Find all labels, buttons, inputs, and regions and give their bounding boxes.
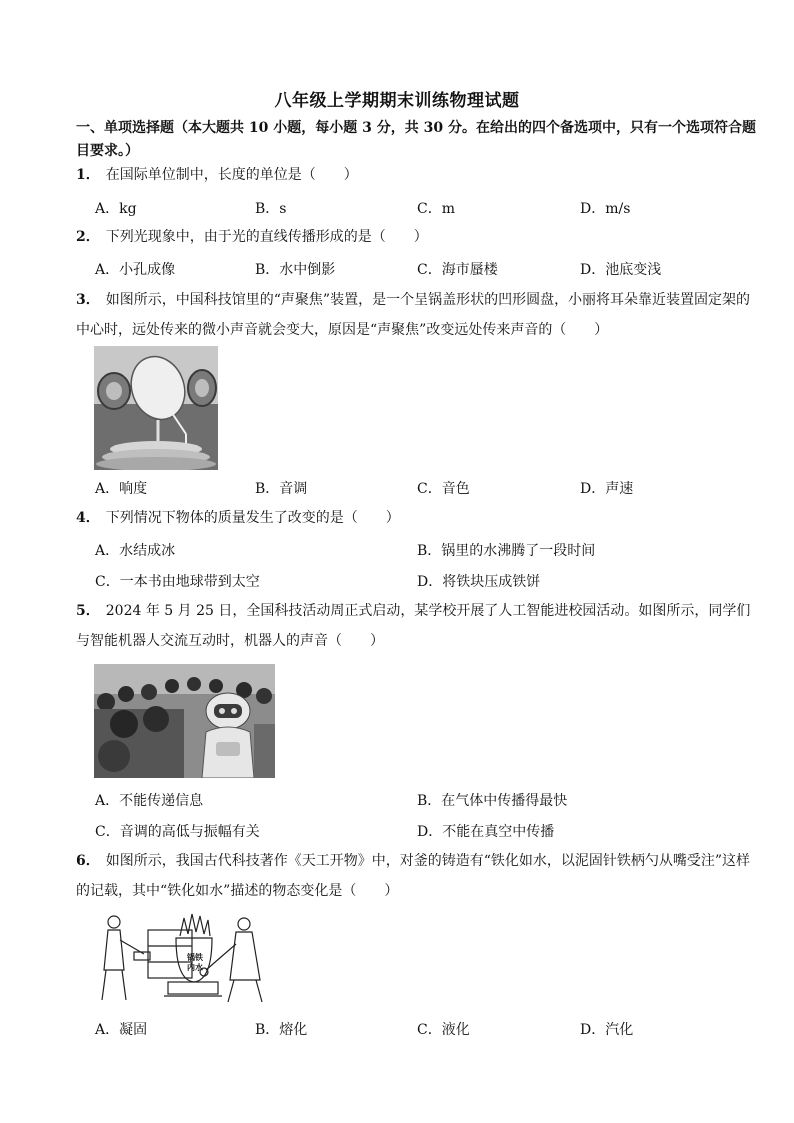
- question-number: 6．: [76, 853, 100, 869]
- question-2-options: [95, 259, 755, 283]
- figure-label: 锅铁: [187, 953, 203, 962]
- option-b: B．熔化: [255, 1022, 308, 1038]
- option-d: D．不能在真空中传播: [417, 824, 555, 840]
- page-title: 八年级上学期期末训练物理试题: [274, 91, 520, 111]
- question-number: 2．: [76, 229, 100, 245]
- question-2: [76, 222, 756, 252]
- sound-focus-photo: [94, 346, 218, 470]
- question-6-options: [95, 1019, 755, 1043]
- question-text: 2024 年 5 月 25 日，全国科技活动周正式启动，某学校开展了人工智能进校园活动。如图所示，同学们与智能机器人交流互动时，机器人的声音（ ）: [76, 603, 751, 649]
- question-text: 如图所示，我国古代科技著作《天工开物》中，对釜的铸造有“铁化如水，以泥固针铁柄勺从嘴受注”这样的记载，其中“铁化如水”描述的物态变化是（ ）: [76, 853, 751, 899]
- question-text: 如图所示，中国科技馆里的“声聚焦”装置，是一个呈锅盖形状的凹形圆盘，小丽将耳朵靠近装置固定架的中心时，远处传来的微小声音就会变大，原因是“声聚焦”改变远处传来声音的（ ）: [76, 292, 751, 338]
- option-a: A．响度: [95, 481, 148, 497]
- option-b: B．锅里的水沸腾了一段时间: [417, 543, 596, 559]
- question-number: 1．: [76, 167, 100, 183]
- question-3: [76, 285, 756, 345]
- question-4: [76, 503, 756, 533]
- option-a: A．kg: [95, 201, 137, 217]
- option-a: A．水结成冰: [95, 543, 176, 559]
- question-text: 下列光现象中，由于光的直线传播形成的是（ ）: [105, 229, 428, 245]
- robot-classroom-photo: [94, 664, 275, 778]
- question-text: 下列情况下物体的质量发生了改变的是（ ）: [105, 510, 400, 526]
- option-c: C．海市蜃楼: [417, 262, 498, 278]
- question-number: 5．: [76, 603, 100, 619]
- question-5: [76, 596, 756, 656]
- question-number: 3．: [76, 292, 100, 308]
- question-4-options-row1: [95, 540, 755, 564]
- option-c: C．一本书由地球带到太空: [95, 574, 260, 590]
- question-5-options-row1: [95, 790, 755, 814]
- option-c: C．m: [417, 201, 455, 217]
- question-5-options-row2: [95, 821, 755, 845]
- question-1: [76, 160, 756, 190]
- option-b: B．水中倒影: [255, 262, 336, 278]
- section-heading: 一、单项选择题（本大题共 10 小题，每小题 3 分，共 30 分。在给出的四个备选项中，只有一个选项符合题目要求。）: [76, 120, 756, 159]
- option-d: D．m/s: [580, 201, 631, 217]
- question-1-options: [95, 198, 755, 222]
- casting-illustration: [94, 910, 274, 1006]
- figure-label: 内水: [187, 963, 203, 972]
- option-d: D．将铁块压成铁饼: [417, 574, 541, 590]
- option-b: B．音调: [255, 481, 308, 497]
- question-6: [76, 846, 756, 906]
- option-c: C．音调的高低与振幅有关: [95, 824, 260, 840]
- option-a: A．凝固: [95, 1022, 148, 1038]
- question-text: 在国际单位制中，长度的单位是（ ）: [105, 167, 358, 183]
- question-number: 4．: [76, 510, 100, 526]
- option-c: C．液化: [417, 1022, 470, 1038]
- option-a: A．不能传递信息: [95, 793, 204, 809]
- option-b: B．在气体中传播得最快: [417, 793, 568, 809]
- option-d: D．声速: [580, 481, 634, 497]
- option-d: D．池底变浅: [580, 262, 662, 278]
- option-b: B．s: [255, 201, 287, 217]
- option-a: A．小孔成像: [95, 262, 176, 278]
- option-d: D．汽化: [580, 1022, 634, 1038]
- question-3-options: [95, 478, 755, 502]
- option-c: C．音色: [417, 481, 470, 497]
- question-4-options-row2: [95, 571, 755, 595]
